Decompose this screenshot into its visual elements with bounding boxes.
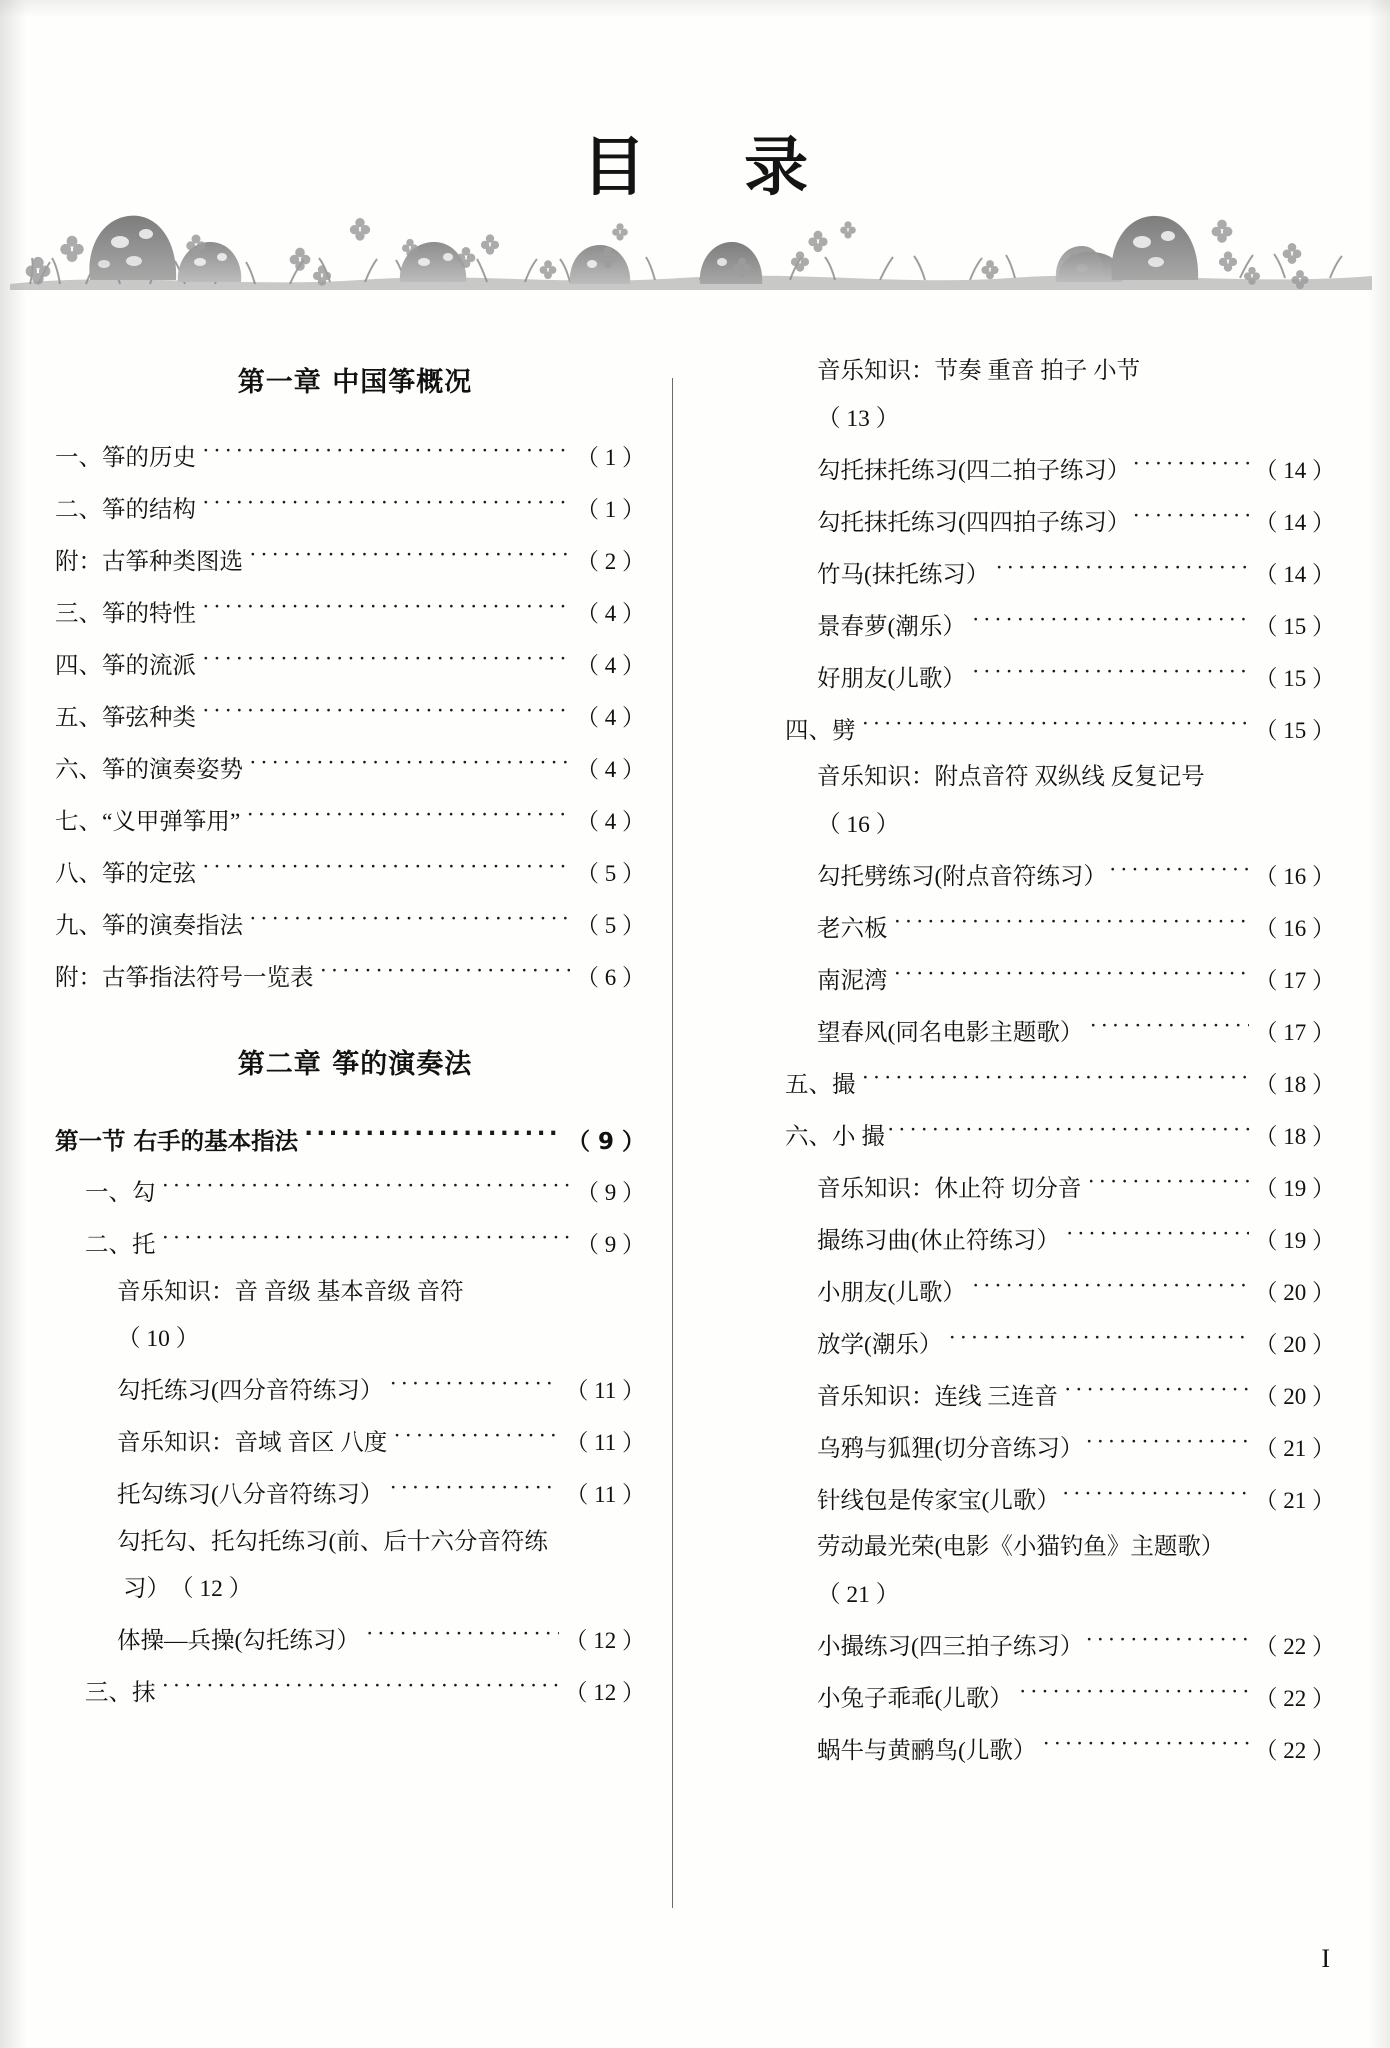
toc-entry[interactable]	[755, 1682, 1335, 1711]
toc-entry-label: 音乐知识：附点音符 双纵线 反复记号	[817, 764, 1205, 790]
toc-entry-label: 蜗牛与黄鹂鸟(儿歌）	[817, 1737, 1037, 1764]
toc-leader-dots	[862, 1068, 1249, 1092]
toc-entry-page: （ 15 ）	[1254, 613, 1335, 639]
toc-section-entry[interactable]	[55, 1125, 645, 1154]
toc-leader-dots	[887, 1120, 1253, 1144]
toc-entry-page: （ 12 ）	[564, 1628, 645, 1653]
toc-leader-dots	[202, 597, 570, 621]
toc-entry[interactable]	[755, 1484, 1335, 1513]
toc-entry[interactable]	[55, 545, 645, 574]
toc-entry-label: 南泥湾	[817, 967, 888, 994]
scan-edge-top	[0, 0, 1390, 18]
toc-entry-page: （ 18 ）	[1254, 1071, 1335, 1097]
toc-entry[interactable]	[755, 506, 1335, 535]
toc-leader-dots	[894, 912, 1249, 936]
toc-leader-dots	[389, 1375, 559, 1399]
toc-entry-label: 老六板	[817, 915, 888, 942]
toc-entry-page: （ 18 ）	[1254, 1123, 1335, 1149]
toc-entry-page: （ 1 ）	[576, 496, 645, 522]
toc-leader-dots	[320, 961, 571, 985]
toc-entry-label: 托勾练习(八分音符练习）	[117, 1482, 384, 1508]
toc-entry[interactable]	[55, 1677, 645, 1706]
toc-entry[interactable]	[755, 860, 1335, 889]
toc-entry-label: 四、筝的流派	[55, 652, 196, 679]
toc-entry[interactable]	[55, 493, 645, 522]
toc-leader-dots	[1085, 1432, 1252, 1456]
toc-columns	[0, 360, 1390, 1920]
toc-entry-page: （ 2 ）	[576, 548, 645, 574]
toc-entry-label: 小朋友(儿歌）	[817, 1279, 966, 1306]
toc-leader-dots	[1042, 1734, 1248, 1758]
toc-leader-dots	[202, 493, 570, 517]
toc-entry-label: 音乐知识：连线 三连音	[817, 1383, 1058, 1410]
toc-entry[interactable]	[55, 441, 645, 470]
toc-entry-label: 勾托勾、托勾托练习(前、后十六分音符练	[117, 1528, 548, 1555]
toc-entry-page: （ 1 ）	[576, 444, 645, 470]
toc-entry-label: 三、抹	[85, 1680, 156, 1706]
toc-entry-page: （ 11 ）	[565, 1482, 645, 1507]
toc-leader-dots	[1132, 506, 1252, 530]
toc-leader-dots	[948, 1328, 1248, 1352]
toc-entry-label: 六、筝的演奏姿势	[55, 756, 243, 783]
toc-entry-page: （ 17 ）	[1254, 967, 1335, 993]
toc-entry-label: 音乐知识：休止符 切分音	[817, 1175, 1082, 1202]
toc-entry-label: 一、勾	[85, 1180, 156, 1206]
toc-entry[interactable]	[755, 1172, 1335, 1201]
toc-entry[interactable]	[55, 1177, 645, 1206]
toc-entry-page: （ 9 ）	[566, 1128, 645, 1155]
toc-leader-dots	[389, 1479, 559, 1503]
toc-entry-page: （ 6 ）	[576, 964, 645, 990]
toc-entry-label: 附：古筝指法符号一览表	[55, 964, 314, 991]
toc-entry-page: （ 21 ）	[1254, 1435, 1335, 1461]
toc-leader-dots	[246, 805, 570, 829]
toc-entry-page: （ 22 ）	[1254, 1737, 1335, 1763]
toc-entry-label: 附：古筝种类图选	[55, 548, 243, 575]
toc-entry-page: （ 12 ）	[170, 1576, 253, 1602]
page-folio: I	[1321, 1944, 1330, 1973]
toc-leader-dots	[1064, 1380, 1249, 1404]
toc-entry-page: （ 11 ）	[565, 1430, 645, 1455]
toc-entry[interactable]	[755, 1432, 1335, 1461]
toc-entry[interactable]	[755, 1380, 1335, 1409]
toc-entry-label: 音乐知识：节奏 重音 拍子 小节	[817, 358, 1141, 384]
toc-leader-dots	[1109, 860, 1253, 884]
toc-left-column	[55, 360, 645, 1729]
toc-entry-page: （ 21 ）	[1254, 1487, 1335, 1513]
toc-entry-label-cont: 习）	[123, 1576, 170, 1602]
toc-entry[interactable]	[755, 1224, 1335, 1253]
toc-entry-page: （ 11 ）	[565, 1378, 645, 1403]
toc-leader-dots	[995, 558, 1248, 582]
chapter-2-title: 第二章 筝的演奏法	[237, 1049, 473, 1080]
toc-entry[interactable]	[755, 714, 1335, 743]
toc-entry-label: 三、筝的特性	[55, 600, 196, 627]
toc-leader-dots	[162, 1177, 571, 1201]
toc-entry[interactable]	[55, 1427, 645, 1456]
toc-entry-page: （ 14 ）	[1254, 509, 1335, 535]
toc-entry[interactable]	[755, 1328, 1335, 1357]
mushroom-center-2	[570, 245, 630, 284]
toc-entry-page: （ 9 ）	[576, 1180, 645, 1205]
toc-entry-label: 乌鸦与狐狸(切分音练习）	[817, 1435, 1084, 1462]
toc-entry[interactable]	[755, 1068, 1335, 1097]
toc-leader-dots	[202, 701, 570, 725]
mushroom-large-left	[89, 216, 176, 280]
toc-leader-dots	[1019, 1682, 1249, 1706]
toc-entry[interactable]	[755, 454, 1335, 483]
toc-entry-page: （ 19 ）	[1254, 1227, 1335, 1253]
toc-entry-label: 竹马(抹托练习）	[817, 561, 990, 588]
toc-entry[interactable]	[755, 1734, 1335, 1763]
page-title: 目 录	[581, 131, 847, 205]
toc-leader-dots	[972, 610, 1249, 634]
toc-entry-label: 放学(潮乐）	[817, 1331, 943, 1358]
toc-entry-label: 景春萝(潮乐）	[817, 613, 966, 640]
toc-leader-dots	[162, 1229, 571, 1253]
toc-entry-page: （ 20 ）	[1254, 1279, 1335, 1305]
toc-entry[interactable]	[55, 909, 645, 938]
toc-leader-dots	[202, 441, 570, 465]
toc-entry-page: （ 15 ）	[1254, 665, 1335, 691]
toc-entry-label: 四、劈	[785, 717, 856, 744]
toc-entry-label: 二、托	[85, 1232, 156, 1258]
toc-entry[interactable]	[55, 1528, 645, 1602]
chapter-1-title: 第一章 中国筝概况	[237, 367, 473, 398]
toc-leader-dots	[1062, 1484, 1253, 1508]
toc-entry[interactable]	[55, 1229, 645, 1258]
toc-entry-label: 五、撮	[785, 1071, 856, 1098]
toc-leader-dots	[162, 1677, 559, 1701]
toc-leader-dots	[1085, 1630, 1252, 1654]
toc-entry-page: （ 20 ）	[1254, 1331, 1335, 1357]
toc-entry-label: 小撮练习(四三拍子练习）	[817, 1633, 1084, 1660]
toc-entry-page: （ 10 ）	[117, 1326, 200, 1352]
toc-entry-page: （ 21 ）	[817, 1581, 900, 1608]
toc-entry-label: 二、筝的结构	[55, 496, 196, 523]
toc-leader-dots	[393, 1427, 559, 1451]
toc-leader-dots	[249, 753, 570, 777]
toc-entry[interactable]	[755, 766, 1335, 837]
toc-entry[interactable]	[755, 662, 1335, 691]
toc-entry-page: （ 16 ）	[1254, 863, 1335, 889]
toc-entry-page: （ 16 ）	[1254, 915, 1335, 941]
mushroom-center-3	[700, 242, 762, 284]
toc-entry-page: （ 22 ）	[1254, 1633, 1335, 1659]
mushroom-right-small	[1056, 246, 1105, 282]
toc-entry-label: 七、“义甲弹筝用”	[55, 808, 241, 835]
toc-entry[interactable]	[55, 961, 645, 990]
toc-entry[interactable]	[55, 1278, 645, 1352]
toc-entry-label: 望春风(同名电影主题歌）	[817, 1019, 1084, 1046]
toc-entry-page: （ 5 ）	[576, 912, 645, 938]
toc-right-column	[755, 360, 1335, 1786]
toc-entry-page: （ 20 ）	[1254, 1383, 1335, 1409]
toc-leader-dots	[202, 857, 570, 881]
toc-leader-dots	[249, 909, 570, 933]
toc-leader-dots	[894, 964, 1249, 988]
toc-leader-dots	[1089, 1016, 1248, 1040]
toc-entry-page: （ 5 ）	[576, 860, 645, 886]
toc-entry[interactable]	[55, 1625, 645, 1654]
toc-entry-label: 勾托练习(四分音符练习）	[117, 1378, 384, 1404]
toc-entry[interactable]	[755, 360, 1335, 431]
toc-entry-page: （ 4 ）	[576, 704, 645, 730]
toc-entry-label: 五、筝弦种类	[55, 704, 196, 731]
toc-entry-page: （ 4 ）	[576, 808, 645, 834]
toc-entry[interactable]	[755, 610, 1335, 639]
mushroom-large-right	[1111, 216, 1198, 280]
toc-entry[interactable]	[55, 649, 645, 678]
toc-entry[interactable]	[755, 912, 1335, 941]
toc-entry-label: 第一节 右手的基本指法	[55, 1126, 299, 1155]
toc-entry[interactable]	[55, 1479, 645, 1508]
toc-entry[interactable]	[55, 753, 645, 782]
toc-leader-dots	[202, 649, 570, 673]
toc-entry-label: 体操—兵操(勾托练习）	[117, 1628, 360, 1654]
toc-entry-label: 小兔子乖乖(儿歌）	[817, 1685, 1013, 1712]
toc-entry-page: （ 4 ）	[576, 600, 645, 626]
toc-leader-dots	[1132, 454, 1252, 478]
toc-entry-page: （ 4 ）	[576, 756, 645, 782]
toc-entry-label: 九、筝的演奏指法	[55, 912, 243, 939]
toc-entry-label: 劳动最光荣(电影《小猫钓鱼》主题歌）	[817, 1534, 1225, 1560]
toc-entry-label: 针线包是传家宝(儿歌）	[817, 1487, 1060, 1514]
toc-entry[interactable]	[755, 558, 1335, 587]
toc-entry-page: （ 17 ）	[1254, 1019, 1335, 1045]
toc-entry[interactable]	[755, 1276, 1335, 1305]
toc-entry-page: （ 12 ）	[564, 1680, 645, 1705]
toc-header	[0, 112, 1390, 312]
toc-entry-label: 六、小 撮	[785, 1123, 885, 1150]
toc-entry-page: （ 15 ）	[1254, 717, 1335, 743]
toc-leader-dots	[249, 545, 570, 569]
toc-entry-label: 八、筝的定弦	[55, 860, 196, 887]
toc-leader-dots	[972, 662, 1249, 686]
column-divider	[672, 378, 673, 1908]
toc-entry-label: 勾托抹托练习(四二拍子练习）	[817, 457, 1131, 484]
toc-entry-page: （ 22 ）	[1254, 1685, 1335, 1711]
toc-entry[interactable]	[755, 1630, 1335, 1659]
mushroom-center	[400, 242, 466, 282]
toc-entry-label: 勾托劈练习(附点音符练习）	[817, 863, 1107, 890]
toc-entry-page: （ 14 ）	[1254, 561, 1335, 587]
toc-entry-page: （ 4 ）	[576, 652, 645, 678]
toc-entry[interactable]	[55, 1375, 645, 1404]
toc-entry-label: 好朋友(儿歌）	[817, 665, 966, 692]
toc-entry[interactable]	[55, 597, 645, 626]
toc-entry[interactable]	[55, 805, 645, 834]
toc-entry[interactable]	[755, 1016, 1335, 1045]
toc-entry-page: （ 13 ）	[817, 405, 900, 432]
toc-entry[interactable]	[55, 701, 645, 730]
toc-entry[interactable]	[55, 857, 645, 886]
toc-entry-label: 一、筝的历史	[55, 444, 196, 471]
toc-entry[interactable]	[755, 1120, 1335, 1149]
toc-entry-page: （ 19 ）	[1254, 1175, 1335, 1201]
toc-entry-label: 撮练习曲(休止符练习）	[817, 1227, 1060, 1254]
toc-entry-label: 音乐知识：音域 音区 八度	[117, 1430, 388, 1456]
toc-entry-page: （ 9 ）	[576, 1232, 645, 1257]
toc-leader-dots	[366, 1625, 559, 1649]
toc-entry-label: 勾托抹托练习(四四拍子练习）	[817, 509, 1131, 536]
toc-entry-page: （ 16 ）	[817, 811, 900, 838]
toc-leader-dots	[972, 1276, 1249, 1300]
toc-entry-page: （ 14 ）	[1254, 457, 1335, 483]
toc-leader-dots	[1087, 1172, 1248, 1196]
toc-entry-label: 音乐知识：音 音级 基本音级 音符	[117, 1278, 464, 1305]
toc-entry[interactable]	[755, 1536, 1335, 1607]
toc-entry[interactable]	[755, 964, 1335, 993]
toc-leader-dots	[1066, 1224, 1249, 1248]
toc-leader-dots	[304, 1125, 561, 1149]
toc-leader-dots	[862, 714, 1249, 738]
